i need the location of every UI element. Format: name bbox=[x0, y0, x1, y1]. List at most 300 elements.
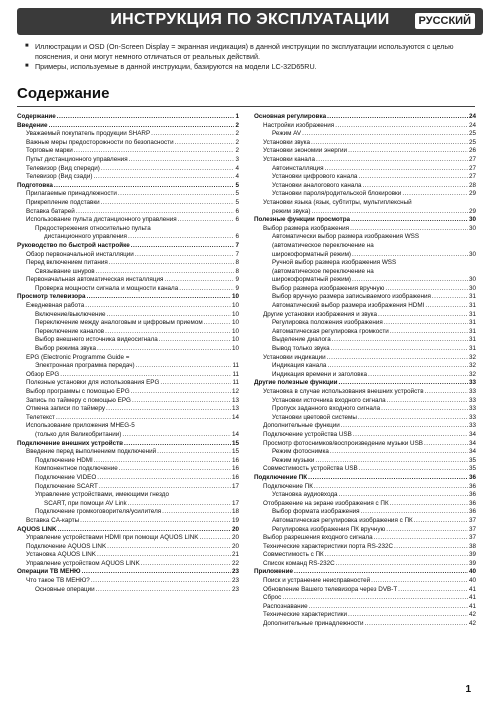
toc-entry-title: Подключение устройства USB bbox=[263, 430, 352, 438]
toc-entry bbox=[254, 611, 476, 620]
toc-entry bbox=[17, 440, 239, 449]
toc-entry-title: Обновление Вашего телевизора через DVB-T bbox=[263, 585, 398, 593]
toc-entry bbox=[254, 225, 476, 234]
toc-entry bbox=[254, 233, 476, 242]
toc-entry-title: Установки индикации bbox=[263, 353, 326, 361]
toc-entry bbox=[254, 165, 476, 174]
toc-entry-title: Прилагаемые принадлежности bbox=[26, 190, 117, 198]
toc-leader-dots bbox=[315, 457, 468, 466]
toc-entry bbox=[254, 500, 476, 509]
note-item: ■ Примеры, используемые в данной инструкции, базируются на модели LC-32D65RU. bbox=[25, 62, 480, 72]
toc-entry-title: Установки экономии энергии bbox=[263, 147, 348, 155]
toc-entry bbox=[254, 328, 476, 337]
toc-entry-title: Автоматически выбор размера изображения WSS bbox=[272, 233, 420, 241]
toc-entry-title: Подключение SCART bbox=[35, 482, 98, 490]
toc-entry-title: Технические характеристики порта RS-232C bbox=[263, 542, 394, 550]
toc-entry-title: Торговые марки bbox=[26, 147, 73, 155]
toc-entry-title: Телевизор (Вид сзади) bbox=[26, 173, 93, 181]
toc-entry-page: 10 bbox=[231, 319, 239, 327]
toc-entry-page: 10 bbox=[231, 293, 239, 301]
toc-entry bbox=[17, 371, 239, 380]
toc-leader-dots bbox=[200, 534, 231, 543]
toc-entry-title: Включение/выключение bbox=[35, 310, 106, 318]
toc-entry-page: 10 bbox=[231, 345, 239, 353]
toc-entry-title: Установка AQUOS LINK bbox=[26, 551, 97, 559]
toc-entry bbox=[17, 233, 239, 242]
toc-entry-title: Управление устройствами HDMI при помощи AQUOS LINK bbox=[26, 534, 199, 542]
toc-entry bbox=[254, 457, 476, 466]
toc-entry-page: 33 bbox=[468, 405, 476, 413]
toc-entry-title: Совместимость устройства USB bbox=[263, 465, 358, 473]
toc-leader-dots bbox=[324, 165, 468, 174]
toc-leader-dots bbox=[106, 405, 231, 414]
toc-entry bbox=[254, 620, 476, 629]
toc-leader-dots bbox=[136, 362, 232, 371]
toc-entry-title: Установка в случае использования внешних устройств bbox=[263, 388, 424, 395]
toc-entry-page: 42 bbox=[468, 611, 476, 619]
toc-entry bbox=[254, 147, 476, 156]
toc-leader-dots bbox=[387, 397, 468, 406]
toc-entry-page: 33 bbox=[468, 396, 476, 404]
toc-leader-dots bbox=[308, 474, 468, 483]
toc-entry bbox=[17, 457, 239, 466]
toc-entry-title: Что такое ТВ МЕНЮ? bbox=[26, 577, 90, 585]
toc-leader-dots bbox=[56, 414, 231, 423]
toc-leader-dots bbox=[109, 259, 235, 268]
toc-entry bbox=[254, 259, 476, 268]
toc-entry-title: Выбор формата изображения bbox=[272, 508, 360, 516]
toc-entry-page: 16 bbox=[231, 456, 239, 464]
toc-entry-page: 36 bbox=[468, 491, 476, 499]
toc-entry bbox=[17, 173, 239, 182]
toc-entry-page: 9 bbox=[235, 284, 239, 292]
toc-entry bbox=[17, 354, 239, 363]
toc-entry-page: 11 bbox=[232, 362, 239, 370]
toc-entry bbox=[17, 285, 239, 294]
toc-entry bbox=[17, 397, 239, 406]
toc-entry bbox=[254, 182, 476, 191]
toc-entry bbox=[17, 311, 239, 320]
toc-leader-dots bbox=[141, 560, 231, 569]
toc-entry bbox=[17, 491, 239, 500]
toc-entry bbox=[17, 526, 239, 535]
toc-entry bbox=[254, 517, 476, 526]
toc-entry bbox=[17, 216, 239, 225]
toc-entry-page: 2 bbox=[235, 147, 239, 155]
title-banner bbox=[17, 8, 483, 35]
toc-entry-page: 23 bbox=[231, 568, 239, 576]
toc-entry-title: Переключение между аналоговым и цифровым приемом bbox=[35, 319, 203, 327]
toc-entry-page: 22 bbox=[231, 559, 239, 567]
toc-entry bbox=[254, 130, 476, 139]
toc-entry-page: 17 bbox=[231, 482, 239, 490]
toc-entry-page: 24 bbox=[468, 113, 476, 120]
toc-leader-dots bbox=[390, 328, 468, 337]
toc-entry bbox=[254, 208, 476, 217]
toc-leader-dots bbox=[175, 139, 235, 148]
toc-entry bbox=[17, 190, 239, 199]
toc-leader-dots bbox=[336, 560, 468, 569]
toc-leader-dots bbox=[178, 216, 235, 225]
toc-entry bbox=[17, 336, 239, 345]
toc-leader-dots bbox=[425, 388, 468, 397]
toc-entry bbox=[254, 388, 476, 397]
toc-entry-title: Выбор вручную размера записываемого изображения bbox=[272, 293, 431, 301]
page-number: 1 bbox=[465, 684, 471, 695]
toc-entry-page: 35 bbox=[468, 465, 476, 473]
toc-entry-page: 12 bbox=[231, 388, 239, 395]
toc-entry-page: 16 bbox=[231, 473, 239, 481]
toc-leader-dots bbox=[414, 517, 468, 526]
toc-leader-dots bbox=[327, 354, 468, 363]
toc-entry-title: Операции ТВ МЕНЮ bbox=[17, 568, 81, 576]
toc-entry-page: 5 bbox=[235, 190, 239, 198]
toc-leader-dots bbox=[338, 379, 468, 388]
toc-leader-dots bbox=[363, 182, 468, 191]
toc-entry-title: Основные операции bbox=[35, 585, 95, 593]
toc-entry bbox=[254, 568, 476, 577]
toc-entry bbox=[17, 225, 239, 234]
toc-entry bbox=[254, 448, 476, 457]
toc-entry-title: Сброс bbox=[263, 594, 282, 602]
toc-leader-dots bbox=[124, 440, 231, 449]
toc-leader-dots bbox=[74, 147, 235, 156]
toc-entry-page: 7 bbox=[235, 250, 239, 258]
toc-entry bbox=[17, 113, 239, 122]
toc-leader-dots bbox=[87, 293, 231, 302]
toc-leader-dots bbox=[118, 190, 235, 199]
toc-entry-page: 20 bbox=[231, 534, 239, 542]
toc-leader-dots bbox=[332, 336, 468, 345]
toc-entry-page: 7 bbox=[235, 241, 239, 249]
toc-entry bbox=[17, 276, 239, 285]
toc-entry-page: 20 bbox=[231, 525, 239, 533]
toc-leader-dots bbox=[151, 130, 234, 139]
toc-entry bbox=[254, 440, 476, 449]
toc-leader-dots bbox=[76, 208, 235, 217]
toc-entry bbox=[254, 276, 476, 285]
toc-entry bbox=[254, 345, 476, 354]
toc-leader-dots bbox=[327, 362, 468, 371]
toc-entry-page: 40 bbox=[468, 568, 476, 576]
toc-entry-page: 32 bbox=[468, 370, 476, 378]
toc-entry-title: Запись по таймеру с помощью EPG bbox=[26, 396, 131, 404]
toc-entry-page: 30 bbox=[468, 276, 476, 284]
toc-entry-title: Полезные функции просмотра bbox=[254, 216, 351, 224]
toc-entry-page: 11 bbox=[232, 370, 239, 378]
toc-entry-page: 31 bbox=[468, 310, 476, 318]
toc-entry-title: Автоматический выбор размера изображения HDMI bbox=[272, 302, 425, 310]
toc-entry-title: Электронная программа передач) bbox=[35, 362, 135, 370]
toc-entry-page: 41 bbox=[468, 594, 476, 602]
toc-entry-page: 11 bbox=[232, 379, 239, 387]
toc-entry-title: Важные меры предосторожности по безопасности bbox=[26, 138, 174, 146]
toc-entry bbox=[254, 491, 476, 500]
toc-entry-title: (автоматическое переключение на bbox=[272, 241, 374, 249]
toc-entry-page: 19 bbox=[231, 516, 239, 524]
toc-entry-page: 6 bbox=[235, 216, 239, 224]
toc-entry bbox=[254, 508, 476, 517]
toc-leader-dots bbox=[157, 448, 231, 457]
toc-leader-dots bbox=[96, 268, 235, 277]
toc-entry-title: Выделение диалога bbox=[272, 336, 331, 344]
toc-entry-page: 32 bbox=[468, 353, 476, 361]
toc-entry-title: Другие полезные функции bbox=[254, 379, 338, 387]
toc-entry-page: 33 bbox=[468, 388, 476, 395]
toc-entry-title: Вывод только звука bbox=[272, 345, 330, 353]
toc-entry bbox=[254, 379, 476, 388]
toc-entry-page: 31 bbox=[468, 293, 476, 301]
toc-entry-page: 25 bbox=[468, 138, 476, 146]
toc-entry-page: 1 bbox=[235, 113, 239, 120]
toc-leader-dots bbox=[164, 276, 234, 285]
toc-entry bbox=[17, 422, 239, 431]
toc-entry-title: Подготовка bbox=[17, 181, 53, 189]
toc-entry bbox=[254, 543, 476, 552]
toc-entry-page: 36 bbox=[468, 482, 476, 490]
divider bbox=[17, 106, 475, 107]
toc-entry-title: (только для Великобритании) bbox=[35, 430, 122, 438]
toc-entry bbox=[254, 251, 476, 260]
toc-entry-title: Установки канала bbox=[263, 155, 315, 163]
toc-leader-dots bbox=[359, 465, 468, 474]
toc-entry bbox=[254, 173, 476, 182]
toc-entry bbox=[254, 268, 476, 277]
toc-entry-page: 31 bbox=[468, 302, 476, 310]
toc-entry bbox=[254, 302, 476, 311]
toc-leader-dots bbox=[131, 388, 231, 397]
toc-entry-title: Подключение HDMI bbox=[35, 456, 93, 464]
toc-entry-page: 8 bbox=[235, 267, 239, 275]
toc-entry-title: Введение bbox=[17, 121, 48, 129]
toc-entry-title: Выбор разрешения входного сигнала bbox=[263, 534, 373, 542]
toc-entry bbox=[254, 293, 476, 302]
toc-entry-page: 9 bbox=[235, 276, 239, 284]
toc-entry-title: Первоначальная автоматическая инсталляция bbox=[26, 276, 164, 284]
toc-leader-dots bbox=[129, 156, 235, 165]
toc-entry-title: Автоматическая регулировка изображения с ПК bbox=[272, 516, 413, 524]
toc-entry-title: Дополнительные принадлежности bbox=[263, 620, 364, 628]
toc-entry-page: 23 bbox=[231, 577, 239, 585]
toc-leader-dots bbox=[335, 122, 468, 131]
toc-entry bbox=[17, 251, 239, 260]
toc-entry-title: Ручной выбор размера изображения WSS bbox=[272, 259, 397, 267]
toc-entry-page: 36 bbox=[468, 473, 476, 481]
toc-leader-dots bbox=[425, 302, 468, 311]
toc-leader-dots bbox=[179, 285, 234, 294]
toc-entry-title: Приложение bbox=[254, 568, 293, 576]
toc-entry-page: 30 bbox=[468, 284, 476, 292]
toc-leader-dots bbox=[402, 190, 468, 199]
toc-entry bbox=[17, 293, 239, 302]
toc-leader-dots bbox=[97, 551, 231, 560]
toc-leader-dots bbox=[132, 397, 231, 406]
toc-entry-page: 15 bbox=[231, 448, 239, 456]
toc-entry-title: (автоматическое переключение на bbox=[272, 267, 374, 275]
toc-entry-title: Установки цветовой системы bbox=[272, 413, 357, 421]
toc-leader-dots bbox=[101, 199, 235, 208]
toc-entry bbox=[17, 268, 239, 277]
toc-entry-page: 37 bbox=[468, 525, 476, 533]
toc-entry bbox=[254, 139, 476, 148]
toc-entry-title: Установки звука bbox=[263, 138, 311, 146]
toc-entry bbox=[254, 156, 476, 165]
toc-entry-page: 14 bbox=[231, 430, 239, 438]
toc-leader-dots bbox=[330, 448, 468, 457]
toc-entry bbox=[254, 190, 476, 199]
toc-entry-page: 2 bbox=[235, 130, 239, 138]
toc-leader-dots bbox=[424, 440, 468, 449]
toc-entry bbox=[17, 259, 239, 268]
toc-entry bbox=[17, 242, 239, 251]
toc-entry-title: Распознавание bbox=[263, 602, 308, 610]
toc-entry-title: Пульт дистанционного управления bbox=[26, 155, 128, 163]
toc-leader-dots bbox=[162, 508, 231, 517]
toc-leader-dots bbox=[160, 379, 231, 388]
toc-entry-title: Установки источника входного сигнала bbox=[272, 396, 386, 404]
toc-entry-page: 39 bbox=[468, 551, 476, 559]
toc-leader-dots bbox=[159, 336, 231, 345]
toc-entry-title: Подключение AQUOS LINK bbox=[26, 542, 107, 550]
toc-entry bbox=[17, 508, 239, 517]
toc-leader-dots bbox=[60, 371, 231, 380]
toc-entry-title: Отмена записи по таймеру bbox=[26, 405, 105, 413]
toc-leader-dots bbox=[352, 251, 468, 260]
toc-entry-title: Прикрепление подставки bbox=[26, 198, 100, 206]
toc-entry bbox=[254, 483, 476, 492]
toc-leader-dots bbox=[325, 551, 468, 560]
toc-entry-page: 2 bbox=[235, 138, 239, 146]
toc-entry-title: Установки аналогового канала bbox=[272, 181, 362, 189]
toc-entry bbox=[17, 139, 239, 148]
toc-leader-dots bbox=[82, 568, 231, 577]
language-badge: РУССКИЙ bbox=[415, 13, 475, 29]
toc-entry bbox=[254, 285, 476, 294]
toc-entry bbox=[17, 208, 239, 217]
toc-entry-title: Вставка CA-карты bbox=[26, 516, 80, 524]
toc-entry bbox=[17, 345, 239, 354]
toc-entry-page: 34 bbox=[468, 439, 476, 447]
toc-entry-page: 13 bbox=[231, 396, 239, 404]
toc-entry-page: 34 bbox=[468, 448, 476, 456]
toc-entry-page: 25 bbox=[468, 130, 476, 138]
toc-entry-page: 36 bbox=[468, 499, 476, 507]
toc-entry bbox=[254, 199, 476, 208]
toc-entry bbox=[254, 414, 476, 423]
toc-entry-page: 34 bbox=[468, 430, 476, 438]
toc-entry-page: 15 bbox=[231, 439, 239, 447]
toc-entry bbox=[17, 568, 239, 577]
toc-entry-title: Ежедневная работа bbox=[26, 302, 85, 310]
toc-entry-title: Индикация времени и заголовка bbox=[272, 370, 367, 378]
toc-entry-title: Компонентное подключение bbox=[35, 465, 118, 473]
toc-leader-dots bbox=[314, 483, 468, 492]
toc-entry-page: 10 bbox=[231, 302, 239, 310]
toc-entry-title: Автоматическая регулировка громкости bbox=[272, 327, 389, 335]
toc-entry-title: Поиск и устранение неисправностей bbox=[263, 577, 371, 585]
toc-entry-page: 27 bbox=[468, 164, 476, 172]
toc-entry-page: 30 bbox=[468, 250, 476, 258]
toc-entry bbox=[254, 354, 476, 363]
toc-leader-dots bbox=[282, 594, 468, 603]
toc-entry-title: Регулировка положения изображения bbox=[272, 319, 383, 327]
toc-entry bbox=[17, 130, 239, 139]
toc-entry-page: 30 bbox=[468, 224, 476, 232]
toc-leader-dots bbox=[135, 251, 235, 260]
manual-title: ИНСТРУКЦИЯ ПО ЭКСПЛУАТАЦИИ bbox=[110, 11, 390, 28]
toc-entry-page: 18 bbox=[231, 508, 239, 516]
toc-leader-dots bbox=[96, 586, 231, 595]
contents-heading: Содержание bbox=[17, 85, 110, 102]
toc-entry-title: Содержание bbox=[17, 113, 56, 120]
toc-entry-title: Установка аудиовхода bbox=[272, 491, 338, 499]
toc-leader-dots bbox=[350, 225, 468, 234]
toc-entry-page: 26 bbox=[468, 147, 476, 155]
toc-entry-title: широкоформатный режим) bbox=[272, 250, 352, 258]
toc-leader-dots bbox=[97, 345, 231, 354]
toc-entry bbox=[17, 551, 239, 560]
toc-entry bbox=[254, 422, 476, 431]
toc-entry-page: 32 bbox=[468, 362, 476, 370]
toc-leader-dots bbox=[386, 526, 468, 535]
toc-entry bbox=[17, 405, 239, 414]
toc-entry bbox=[17, 500, 239, 509]
toc-entry bbox=[17, 199, 239, 208]
toc-entry-title: Автоинсталляция bbox=[272, 164, 324, 172]
toc-leader-dots bbox=[311, 139, 468, 148]
toc-leader-dots bbox=[378, 311, 468, 320]
toc-entry-title: Подключение VIDEO bbox=[35, 473, 97, 481]
toc-entry bbox=[254, 560, 476, 569]
toc-leader-dots bbox=[80, 517, 231, 526]
toc-entry bbox=[254, 474, 476, 483]
toc-leader-dots bbox=[371, 577, 468, 586]
toc-leader-dots bbox=[302, 130, 468, 139]
toc-entry bbox=[254, 594, 476, 603]
toc-entry bbox=[254, 336, 476, 345]
toc-entry-title: Режим музыки bbox=[272, 456, 315, 464]
toc-leader-dots bbox=[93, 173, 234, 182]
toc-entry-title: Телевизор (Вид спереди) bbox=[26, 164, 100, 172]
toc-leader-dots bbox=[385, 285, 468, 294]
toc-entry-page: 35 bbox=[468, 456, 476, 464]
toc-entry-title: Проверка мощности сигнала и мощности канала bbox=[35, 284, 179, 292]
toc-entry-page: 31 bbox=[468, 327, 476, 335]
toc-entry-title: Установки цифрового канала bbox=[272, 173, 358, 181]
toc-entry bbox=[17, 379, 239, 388]
toc-leader-dots bbox=[390, 500, 468, 509]
toc-entry bbox=[17, 431, 239, 440]
toc-leader-dots bbox=[398, 586, 468, 595]
toc-entry-page: 36 bbox=[468, 508, 476, 516]
toc-entry bbox=[17, 328, 239, 337]
toc-entry-title: широкоформатный режим) bbox=[272, 276, 352, 284]
toc-entry bbox=[17, 362, 239, 371]
toc-entry-page: 8 bbox=[235, 259, 239, 267]
toc-entry-page: 27 bbox=[468, 155, 476, 163]
toc-entry-page: 14 bbox=[231, 413, 239, 421]
toc-leader-dots bbox=[128, 233, 235, 242]
toc-entry-title: Регулировка изображения ПК вручную bbox=[272, 525, 386, 533]
toc-leader-dots bbox=[309, 603, 468, 612]
toc-entry bbox=[254, 319, 476, 328]
toc-entry bbox=[254, 311, 476, 320]
toc-entry bbox=[254, 362, 476, 371]
toc-entry-title: Просмотр телевизора bbox=[17, 293, 86, 301]
toc-entry bbox=[254, 122, 476, 131]
toc-entry-page: 20 bbox=[231, 542, 239, 550]
toc-entry bbox=[17, 165, 239, 174]
